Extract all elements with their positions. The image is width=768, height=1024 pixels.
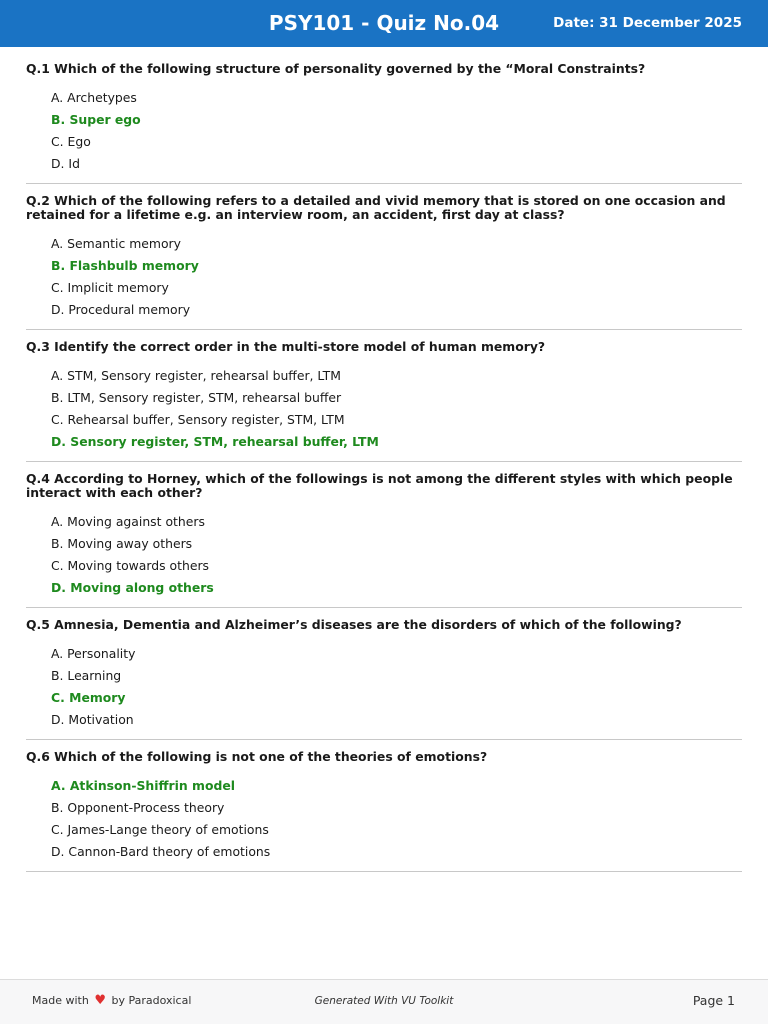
option-a: A. STM, Sensory register, rehearsal buffer, LTM (51, 368, 341, 383)
option-b-correct: B. Flashbulb memory (51, 258, 199, 273)
option-d: D. Procedural memory (51, 302, 191, 317)
option-c: C. James-Lange theory of emotions (51, 822, 269, 837)
question-5 (26, 618, 742, 740)
option-b: B. Learning (51, 668, 122, 683)
page-number: Page 1 (692, 993, 735, 1008)
option-d: D. Id (51, 156, 80, 171)
option-c: C. Implicit memory (51, 280, 169, 295)
option-a-correct: A. Atkinson-Shiffrin model (51, 778, 235, 793)
option-c: C. Rehearsal buffer, Sensory register, STM, LTM (51, 412, 345, 427)
option-c: C. Ego (51, 134, 91, 149)
generated-note: Generated With VU Toolkit (314, 995, 454, 1007)
option-b-correct: B. Super ego (51, 112, 141, 127)
question-4 (26, 472, 742, 608)
option-a: A. Semantic memory (51, 236, 181, 251)
option-a: A. Archetypes (51, 90, 137, 105)
question-text: Q.6 Which of the following is not one of the theories of emotions? (26, 749, 488, 764)
page-footer (0, 979, 768, 1024)
option-d: D. Motivation (51, 712, 134, 727)
header-bar (0, 0, 768, 47)
question-text: Q.1 Which of the following structure of personality governed by the “Moral Constraints? (26, 61, 646, 76)
option-d-correct: D. Moving along others (51, 580, 214, 595)
question-text: Q.3 Identify the correct order in the multi-store model of human memory? (26, 339, 546, 354)
option-b: B. Moving away others (51, 536, 193, 551)
question-1 (26, 62, 742, 184)
question-text: Q.5 Amnesia, Dementia and Alzheimer’s diseases are the disorders of which of the following? (26, 617, 682, 632)
question-text: Q.2 Which of the following refers to a detailed and vivid memory that is stored on one occasion and retained for a lifetime e.g. an interview room, an accident, first day at class? (26, 193, 726, 222)
heart-icon: ♥ (94, 993, 106, 1008)
question-list (26, 62, 742, 882)
option-d-correct: D. Sensory register, STM, rehearsal buffer, LTM (51, 434, 379, 449)
question-text: Q.4 According to Horney, which of the followings is not among the different styles with which people interact with each other? (26, 471, 733, 500)
author-label: by Paradoxical (111, 994, 192, 1007)
option-c: C. Moving towards others (51, 558, 209, 573)
option-a: A. Personality (51, 646, 136, 661)
option-b: B. LTM, Sensory register, STM, rehearsal buffer (51, 390, 342, 405)
question-3 (26, 340, 742, 462)
option-b: B. Opponent-Process theory (51, 800, 225, 815)
question-6 (26, 750, 742, 872)
option-c-correct: C. Memory (51, 690, 126, 705)
option-d: D. Cannon-Bard theory of emotions (51, 844, 271, 859)
quiz-title: PSY101 - Quiz No.04 (268, 11, 500, 35)
made-with-label: Made with (32, 994, 89, 1007)
option-a: A. Moving against others (51, 514, 205, 529)
question-2 (26, 194, 742, 330)
quiz-date: Date: 31 December 2025 (553, 15, 742, 31)
